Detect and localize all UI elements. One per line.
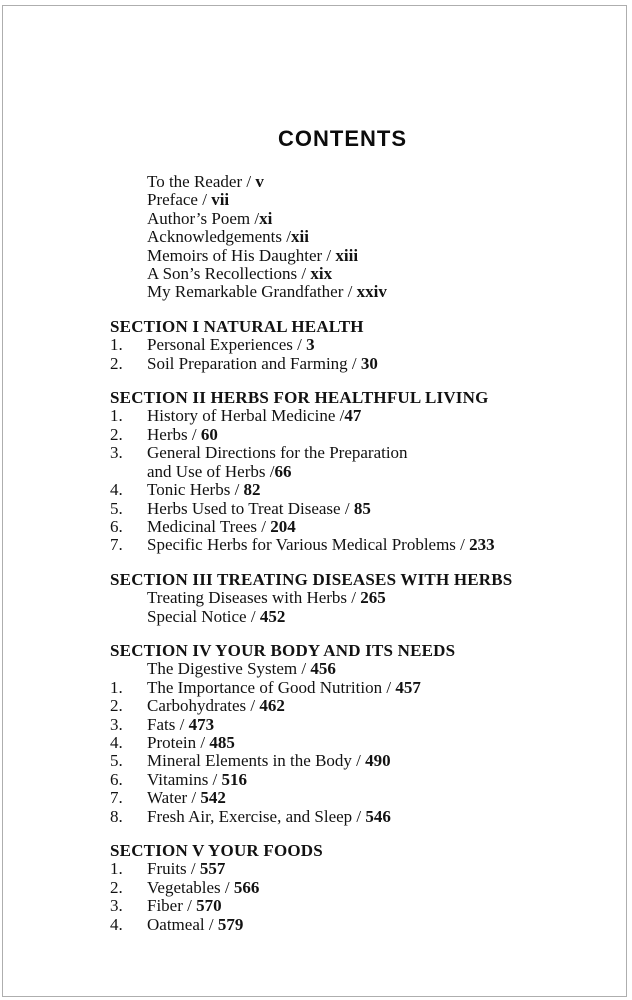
entry-title: Herbs / 60 xyxy=(147,424,218,444)
entry-page-number: 85 xyxy=(353,498,371,518)
entry-title: Treating Diseases with Herbs / 265 xyxy=(147,588,386,608)
entry-page-number: 82 xyxy=(243,480,261,500)
entry-page-number: xxiv xyxy=(356,282,387,302)
entry-page-number: 233 xyxy=(469,535,495,555)
section-heading: SECTION III TREATING DISEASES WITH HERBS xyxy=(110,569,513,589)
toc-entry xyxy=(110,191,575,209)
entry-title: Fiber / 570 xyxy=(147,896,222,916)
toc-entry xyxy=(110,210,575,228)
page-title: CONTENTS xyxy=(278,126,407,151)
entry-page-number: 546 xyxy=(365,806,391,826)
toc-entry xyxy=(110,463,575,481)
entry-title: History of Herbal Medicine /47 xyxy=(147,406,362,426)
entry-number: 7. xyxy=(110,788,123,808)
toc-entry xyxy=(110,716,575,734)
entry-page-number: 516 xyxy=(221,769,248,789)
entry-title: Personal Experiences / 3 xyxy=(147,335,315,355)
entry-number: 6. xyxy=(110,769,123,789)
entry-number: 1. xyxy=(110,335,123,355)
entry-page-number: 579 xyxy=(217,914,244,934)
entry-number: 2. xyxy=(110,877,123,897)
toc-entry xyxy=(110,608,575,626)
entry-title: To the Reader / v xyxy=(147,172,264,191)
toc-entry xyxy=(110,734,575,752)
entry-page-number: 473 xyxy=(188,714,215,734)
entry-number: 4. xyxy=(110,914,123,934)
toc-entry xyxy=(110,697,575,715)
entry-page-number: 265 xyxy=(360,588,386,608)
entry-title: Protein / 485 xyxy=(147,732,235,752)
entry-page-number: 66 xyxy=(274,461,292,481)
entry-number: 1. xyxy=(110,677,123,697)
entry-title: Vitamins / 516 xyxy=(147,769,248,789)
entry-title: The Digestive System / 456 xyxy=(147,659,336,679)
toc-entry xyxy=(110,426,575,444)
toc-entry xyxy=(110,771,575,789)
toc-entry xyxy=(110,444,575,462)
toc-entry xyxy=(110,407,575,425)
entry-page-number: xi xyxy=(259,208,273,228)
entry-page-number: xix xyxy=(310,264,333,284)
entry-page-number: 490 xyxy=(365,751,391,771)
toc-entry xyxy=(110,752,575,770)
entry-page-number: 485 xyxy=(209,732,235,752)
entry-page-number: vii xyxy=(211,190,230,210)
entry-page-number: v xyxy=(255,172,264,191)
toc-sections xyxy=(110,318,575,934)
entry-title: My Remarkable Grandfather / xxiv xyxy=(147,282,387,302)
entry-title: Fresh Air, Exercise, and Sleep / 546 xyxy=(147,806,391,826)
entry-title: Carbohydrates / 462 xyxy=(147,696,285,716)
toc-entry xyxy=(110,916,575,934)
entry-number: 4. xyxy=(110,480,123,500)
entry-title: Medicinal Trees / 204 xyxy=(147,516,296,536)
front-matter-list xyxy=(110,173,575,302)
entry-page-number: xiii xyxy=(335,245,359,265)
entry-page-number: 204 xyxy=(270,516,296,536)
entry-title: Water / 542 xyxy=(147,788,226,808)
entry-title: Specific Herbs for Various Medical Problems / 233 xyxy=(147,535,495,555)
entry-number: 1. xyxy=(110,406,123,426)
toc-entry xyxy=(110,879,575,897)
entry-number: 3. xyxy=(110,714,123,734)
toc-entry xyxy=(110,897,575,915)
entry-number: 1. xyxy=(110,859,123,879)
entry-page-number: 30 xyxy=(360,353,378,373)
entry-title: and Use of Herbs /66 xyxy=(147,461,292,481)
entry-title: The Importance of Good Nutrition / 457 xyxy=(147,677,421,697)
entry-number: 2. xyxy=(110,424,123,444)
entry-number: 7. xyxy=(110,535,123,555)
entry-number: 8. xyxy=(110,806,123,826)
entry-title: Vegetables / 566 xyxy=(147,877,260,897)
toc-section xyxy=(110,842,575,934)
toc-entry xyxy=(110,355,575,373)
entry-number: 2. xyxy=(110,696,123,716)
section-heading: SECTION IV YOUR BODY AND ITS NEEDS xyxy=(110,640,456,660)
entry-number: 5. xyxy=(110,751,123,771)
entry-page-number: 566 xyxy=(233,877,260,897)
section-heading: SECTION V YOUR FOODS xyxy=(110,841,323,860)
toc-entry xyxy=(110,789,575,807)
entry-page-number: 462 xyxy=(259,696,285,716)
section-heading: SECTION II HERBS FOR HEALTHFUL LIVING xyxy=(110,388,489,408)
entry-title: Mineral Elements in the Body / 490 xyxy=(147,751,391,771)
entry-title: Fruits / 557 xyxy=(147,859,226,879)
entry-number: 6. xyxy=(110,516,123,536)
entry-page-number: 47 xyxy=(344,406,362,426)
section-heading: SECTION I NATURAL HEALTH xyxy=(110,316,364,336)
entry-page-number: 570 xyxy=(196,896,222,916)
toc-section xyxy=(110,389,575,555)
toc-entry xyxy=(110,660,575,678)
entry-page-number: 452 xyxy=(259,606,286,626)
entry-page-number: 457 xyxy=(395,677,421,697)
entry-page-number: xii xyxy=(291,227,309,247)
toc-entry xyxy=(110,518,575,536)
toc-entry xyxy=(110,247,575,265)
entry-page-number: 3 xyxy=(306,335,315,355)
toc-entry xyxy=(110,228,575,246)
toc-entry xyxy=(110,589,575,607)
toc-entry xyxy=(110,173,575,191)
entry-number: 2. xyxy=(110,353,123,373)
entry-title: General Directions for the Preparation xyxy=(147,443,408,463)
entry-number: 5. xyxy=(110,498,123,518)
toc-entry xyxy=(110,336,575,354)
entry-title: Fats / 473 xyxy=(147,714,215,734)
entry-page-number: 557 xyxy=(199,859,226,879)
entry-title: Soil Preparation and Farming / 30 xyxy=(147,353,378,373)
entry-title: Preface / vii xyxy=(147,190,230,210)
toc-entry xyxy=(110,500,575,518)
entry-title: Special Notice / 452 xyxy=(147,606,286,626)
entry-number: 4. xyxy=(110,732,123,752)
toc-section xyxy=(110,571,575,626)
entry-title: Oatmeal / 579 xyxy=(147,914,244,934)
toc-entry xyxy=(110,265,575,283)
entry-title: Tonic Herbs / 82 xyxy=(147,480,261,500)
toc-section xyxy=(110,642,575,826)
toc-entry xyxy=(110,283,575,301)
entry-title: Herbs Used to Treat Disease / 85 xyxy=(147,498,371,518)
toc-entry xyxy=(110,536,575,554)
entry-number: 3. xyxy=(110,443,123,463)
entry-title: A Son’s Recollections / xix xyxy=(147,264,333,284)
entry-page-number: 542 xyxy=(200,788,226,808)
toc-entry xyxy=(110,679,575,697)
entry-page-number: 60 xyxy=(200,424,218,444)
entry-title: Memoirs of His Daughter / xiii xyxy=(147,245,359,265)
entry-title: Acknowledgements /xii xyxy=(147,227,309,247)
entry-title: Author’s Poem /xi xyxy=(147,208,273,228)
toc-entry xyxy=(110,808,575,826)
toc-entry xyxy=(110,481,575,499)
toc-section xyxy=(110,318,575,373)
toc-entry xyxy=(110,860,575,878)
entry-number: 3. xyxy=(110,896,123,916)
entry-page-number: 456 xyxy=(310,659,336,679)
